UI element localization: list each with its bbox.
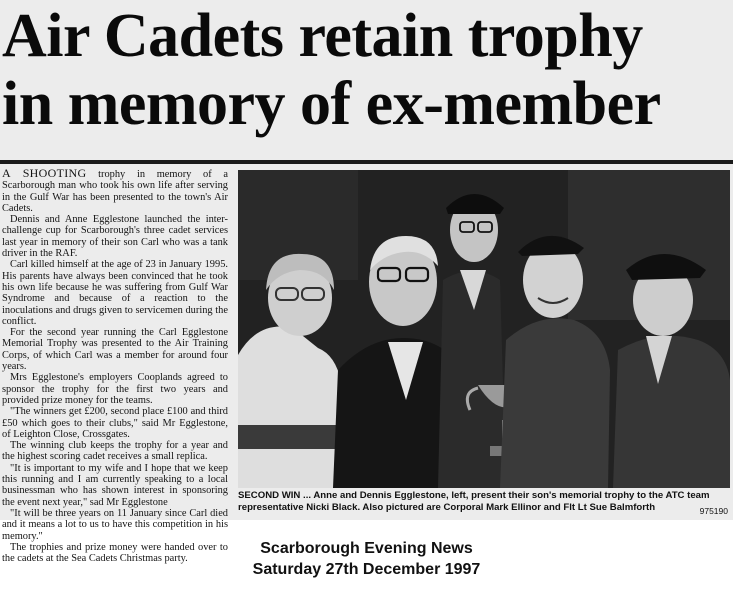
- photo-reference-number: 975190: [699, 506, 728, 516]
- article-body: [2, 166, 228, 565]
- caption-text: SECOND WIN ... Anne and Dennis Egglestone, left, present their son's memorial trophy to the ATC team representative Nicki Black. Also pictured are Corporal Mark Ellinor and Flt Lt Sue Balmforth: [238, 490, 710, 513]
- article-paragraph: Carl killed himself at the age of 23 in January 1995. His parents have always been convinced that he took his own life because he was suffering from Gulf War Syndrome and because of a reaction to the inoculations and drugs given to servicemen during the conflict.: [2, 259, 228, 327]
- photo-illustration: [238, 170, 730, 488]
- source-footer: [0, 538, 733, 580]
- headline-line-2: in memory of ex-member: [2, 70, 661, 138]
- article-paragraph: Mrs Egglestone's employers Cooplands agreed to sponsor the trophy for the first two years and provided prize money for the teams.: [2, 372, 228, 406]
- photo-caption: [238, 490, 730, 518]
- publication-date: Saturday 27th December 1997: [252, 561, 481, 578]
- headline-rule: [0, 160, 733, 164]
- article-paragraph: "The winners get £200, second place £100 and third £50 which goes to their clubs," said Mr Egglestone, of Leighton Close, Crossgates.: [2, 406, 228, 440]
- article-paragraph: Dennis and Anne Egglestone launched the inter-challenge cup for Scarborough's three cadet services last year in memory of their son Carl who was a tank driver in the RAF.: [2, 214, 228, 260]
- article-lead-paragraph: [2, 168, 228, 214]
- article-paragraph: For the second year running the Carl Egglestone Memorial Trophy was presented to the Air Training Corps, of which Carl was a member for around four years.: [2, 327, 228, 373]
- article-paragraph: "It is important to my wife and I hope that we keep this running and I am currently speaking to a local businessman who has shown interest in sponsoring the event next year," sad Mr Egglestone: [2, 462, 228, 508]
- news-photo: [238, 170, 730, 488]
- lead-text: trophy in memory of a Scarborough man who took his own life after serving in the Gulf War has been presented to the town's Air Cadets.: [2, 169, 228, 214]
- publication-name: Scarborough Evening News: [260, 540, 473, 557]
- article-paragraph: "It will be three years on 11 January since Carl died and it means a lot to us to have this competition in his memory.": [2, 507, 228, 542]
- headline-line-1: Air Cadets retain trophy: [2, 2, 643, 70]
- article-paragraph: The winning club keeps the trophy for a year and the highest scoring cadet receives a small replica.: [2, 440, 228, 463]
- lead-drop-caps: A SHOOTING: [2, 166, 87, 180]
- article-paragraph: The trophies and prize money were handed over to the cadets at the Sea Cadets Christmas party.: [2, 541, 228, 565]
- headline: [2, 2, 730, 138]
